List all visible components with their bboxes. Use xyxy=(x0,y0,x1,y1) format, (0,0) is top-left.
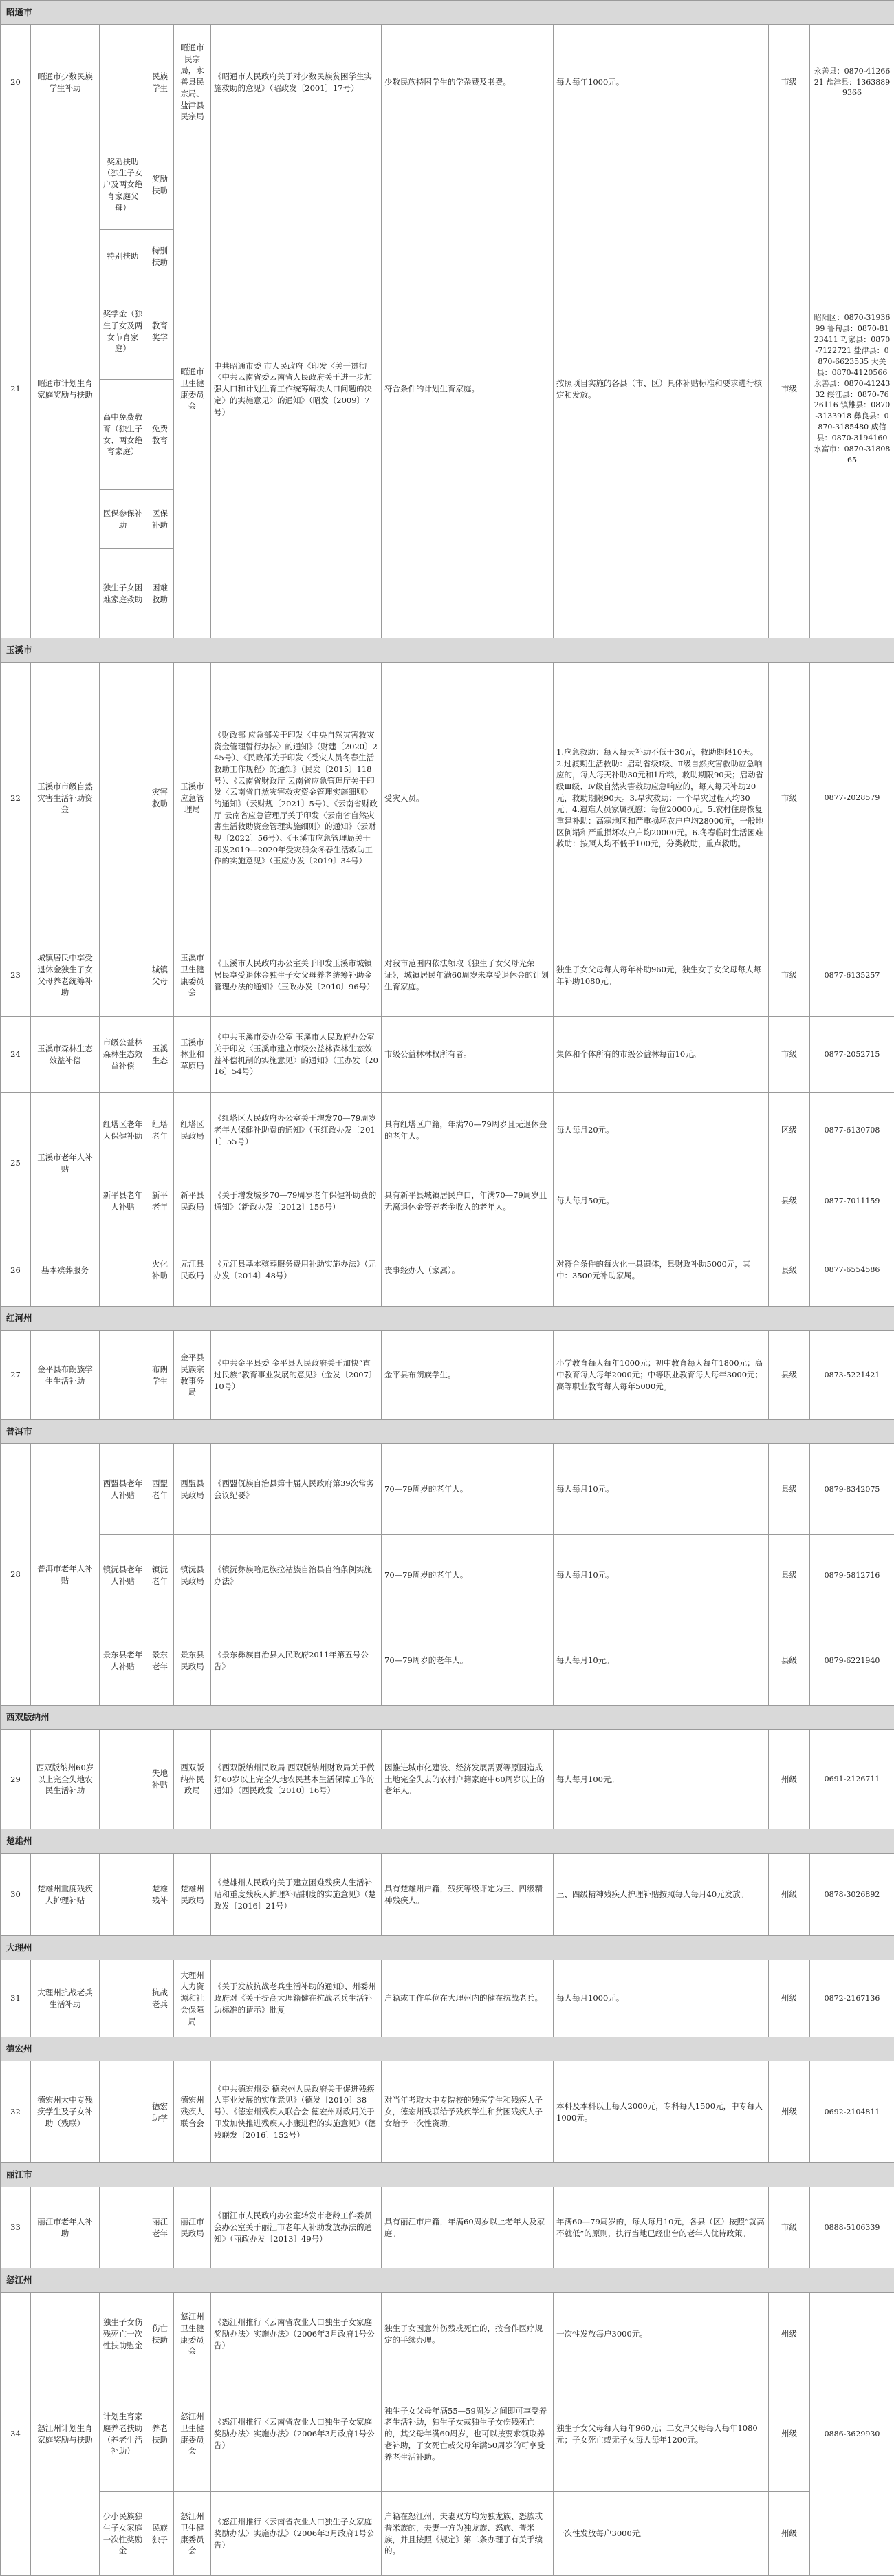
program-name: 楚雄州重度残疾人护理补贴 xyxy=(31,1854,100,1936)
region-name: 昭通市 xyxy=(1,1,894,25)
admin-level: 州级 xyxy=(769,2061,810,2163)
policy-basis: 《楚雄州人民政府关于建立困难残疾人生活补贴和重度残疾人护理补贴制度的实施意见》（楚政发〔2016〕21号） xyxy=(211,1854,382,1936)
department: 西盟县民政局 xyxy=(174,1444,211,1535)
admin-level: 县级 xyxy=(769,1234,810,1307)
table-row xyxy=(1,1017,894,1093)
admin-level: 州级 xyxy=(769,2492,810,2576)
sub-item xyxy=(100,1730,146,1829)
table-row xyxy=(1,1168,894,1234)
admin-level: 州级 xyxy=(769,2376,810,2492)
region-header-row xyxy=(1,1307,894,1331)
department: 玉溪市林业和草原局 xyxy=(174,1017,211,1093)
table-row xyxy=(1,2293,894,2376)
admin-level: 县级 xyxy=(769,1168,810,1234)
department: 西双版纳州民政局 xyxy=(174,1730,211,1829)
sub-item: 红塔区老年人保健补助 xyxy=(100,1093,146,1168)
category: 玉溪生态 xyxy=(146,1017,174,1093)
admin-level: 市级 xyxy=(769,663,810,934)
table-row xyxy=(1,1960,894,2037)
category: 德宏助学 xyxy=(146,2061,174,2163)
program-name: 昭通市少数民族学生补助 xyxy=(31,25,100,140)
category: 灾害救助 xyxy=(146,663,174,934)
program-number: 24 xyxy=(1,1017,31,1093)
region-header-row xyxy=(1,2163,894,2187)
contact-phone: 0888-5106339 xyxy=(810,2187,894,2268)
contact-phone: 永善县：0870-4126621 盐津县：13638899366 xyxy=(810,25,894,140)
program-name: 德宏州大中专残疾学生及子女补助（残联） xyxy=(31,2061,100,2163)
table-row xyxy=(1,140,894,230)
region-header-row xyxy=(1,1829,894,1854)
policy-basis: 《玉溪市人民政府办公室关于印发玉溪市城镇居民享受退休金独生子女父母养老统筹补助金管理办法的通知》（玉政办发〔2010〕96号） xyxy=(211,934,382,1017)
policy-basis: 《中共金平县委 金平县人民政府关于加快“直过民族”教育事业发展的意见》（金发〔2007〕10号） xyxy=(211,1331,382,1420)
sub-item: 少小民族独生子女家庭一次性奖励金 xyxy=(100,2492,146,2576)
beneficiary: 具有新平县城镇居民户口，年满70—79周岁且无离退休金等养老金收入的老年人。 xyxy=(382,1168,554,1234)
contact-phone: 0878-3026892 xyxy=(810,1854,894,1936)
admin-level: 县级 xyxy=(769,1331,810,1420)
subsidy-standard: 每人每月10元。 xyxy=(554,1535,769,1616)
policy-basis: 《元江县基本殡葬服务费用补助实施办法》（元办发〔2014〕48号） xyxy=(211,1234,382,1307)
sub-item: 医保参保补助 xyxy=(100,490,146,549)
table-row xyxy=(1,2492,894,2576)
program-number: 28 xyxy=(1,1444,31,1706)
admin-level: 市级 xyxy=(769,1017,810,1093)
beneficiary: 具有丽江市户籍，年满60周岁以上老年人及家庭。 xyxy=(382,2187,554,2268)
program-name: 金平县布朗族学生生活补助 xyxy=(31,1331,100,1420)
region-name: 德宏州 xyxy=(1,2037,894,2061)
table-row xyxy=(1,1730,894,1829)
program-number: 30 xyxy=(1,1854,31,1936)
sub-item xyxy=(100,25,146,140)
table-row xyxy=(1,2061,894,2163)
sub-item: 高中免费教育（独生子女、两女绝育家庭） xyxy=(100,380,146,490)
program-name: 城镇居民中享受退休金独生子女父母养老统筹补助 xyxy=(31,934,100,1017)
department: 新平县民政局 xyxy=(174,1168,211,1234)
beneficiary: 对当年考取大中专院校的残疾学生和残疾人子女，德宏州残联给予残疾学生和贫困残疾人子女给予一次性资助。 xyxy=(382,2061,554,2163)
beneficiary: 70—79周岁的老年人。 xyxy=(382,1444,554,1535)
region-header-row xyxy=(1,1420,894,1444)
beneficiary: 受灾人员。 xyxy=(382,663,554,934)
category: 火化补助 xyxy=(146,1234,174,1307)
region-name: 楚雄州 xyxy=(1,1829,894,1854)
subsidy-standard: 每人每月1000元。 xyxy=(554,1960,769,2037)
beneficiary: 独生子女因意外伤残或死亡的，按合作医疗规定的手续办理。 xyxy=(382,2293,554,2376)
beneficiary: 符合条件的计划生育家庭。 xyxy=(382,140,554,638)
department: 楚雄州民政局 xyxy=(174,1854,211,1936)
region-name: 丽江市 xyxy=(1,2163,894,2187)
table-row xyxy=(1,25,894,140)
admin-level: 市级 xyxy=(769,25,810,140)
program-name: 昭通市计划生育家庭奖励与扶助 xyxy=(31,140,100,638)
policy-basis: 《怒江州推行〈云南省农业人口独生子女家庭奖励办法〉实施办法》（2006年3月政府1号公告） xyxy=(211,2376,382,2492)
program-name: 基本殡葬服务 xyxy=(31,1234,100,1307)
policy-basis: 《西双版纳州民政局 西双版纳州财政局关于做好60岁以上完全失地农民基本生活保障工作的通知》（西民政发〔2010〕16号） xyxy=(211,1730,382,1829)
sub-item xyxy=(100,1331,146,1420)
department: 昭通市民宗局，永善县民宗局、盐津县民宗局 xyxy=(174,25,211,140)
sub-item: 独生子女伤残死亡一次性扶助慰金 xyxy=(100,2293,146,2376)
region-name: 玉溪市 xyxy=(1,638,894,663)
subsidy-standard: 一次性发放每户3000元。 xyxy=(554,2293,769,2376)
subsidy-standard: 每人每月10元。 xyxy=(554,1444,769,1535)
program-name: 大理州抗战老兵生活补助 xyxy=(31,1960,100,2037)
category: 新平老年 xyxy=(146,1168,174,1234)
contact-phone: 0877-6554586 xyxy=(810,1234,894,1307)
policy-basis: 《中共玉溪市委办公室 玉溪市人民政府办公室关于印发〈玉溪市建立市级公益林森林生态效益补偿机制的实施意见〉的通知》（玉办发〔2016〕54号） xyxy=(211,1017,382,1093)
subsidy-standard: 独生子女父母每人每年960元；二女户父母每人每年1080元；子女死亡或无子女每人每年1200元。 xyxy=(554,2376,769,2492)
beneficiary: 户籍在怒江州，夫妻双方均为独龙族、怒族或普米族的，夫妻一方为独龙族、怒族、普米族，并且按照《规定》第二条办理了有关手续的。 xyxy=(382,2492,554,2576)
subsidy-standard: 集体和个体所有的市级公益林每亩10元。 xyxy=(554,1017,769,1093)
sub-item: 奖励扶助（独生子女户及两女绝育家庭父母） xyxy=(100,140,146,230)
contact-phone: 0877-6135257 xyxy=(810,934,894,1017)
department: 金平县民族宗教事务局 xyxy=(174,1331,211,1420)
region-name: 红河州 xyxy=(1,1307,894,1331)
sub-item: 奖学金（独生子女及两女节育家庭） xyxy=(100,283,146,380)
sub-item xyxy=(100,1854,146,1936)
beneficiary: 具有红塔区户籍，年满70—79周岁且无退休金的老年人。 xyxy=(382,1093,554,1168)
department: 丽江市民政局 xyxy=(174,2187,211,2268)
subsidy-standard: 每人每月20元。 xyxy=(554,1093,769,1168)
contact-phone: 0873-5221421 xyxy=(810,1331,894,1420)
program-number: 26 xyxy=(1,1234,31,1307)
category: 景东老年 xyxy=(146,1616,174,1706)
policy-basis: 《红塔区人民政府办公室关于增发70—79周岁老年人保健补助费的通知》（玉红政办发〔2011〕55号） xyxy=(211,1093,382,1168)
beneficiary: 对我市范围内依法领取《独生子女父母光荣证》，城镇居民年满60周岁未享受退休金的计划生育家庭。 xyxy=(382,934,554,1017)
subsidy-standard: 小学教育每人每年1000元；初中教育每人每年1800元；高中教育每人每年2000元；中等职业教育每人每年3000元；高等职业教育每人每年5000元。 xyxy=(554,1331,769,1420)
region-header-row xyxy=(1,638,894,663)
contact-phone: 0692-2104811 xyxy=(810,2061,894,2163)
program-name: 普洱市老年人补贴 xyxy=(31,1444,100,1706)
department: 大理州人力资源和社会保障局 xyxy=(174,1960,211,2037)
category: 布朗学生 xyxy=(146,1331,174,1420)
policy-basis: 中共昭通市委 市人民政府《印发〈关于贯彻〈中共云南省委云南省人民政府关于进一步加强人口和计划生育工作统筹解决人口问题的决定〉的实施意见〉的通知》（昭发〔2009〕7号） xyxy=(211,140,382,638)
category: 医保补助 xyxy=(146,490,174,549)
beneficiary: 金平县布朗族学生。 xyxy=(382,1331,554,1420)
sub-item: 市级公益林森林生态效益补偿 xyxy=(100,1017,146,1093)
department: 景东县民政局 xyxy=(174,1616,211,1706)
program-number: 21 xyxy=(1,140,31,638)
program-number: 32 xyxy=(1,2061,31,2163)
department: 怒江州卫生健康委员会 xyxy=(174,2293,211,2376)
program-name: 玉溪市市级自然灾害生活补助资金 xyxy=(31,663,100,934)
program-name: 西双版纳州60岁以上完全失地农民生活补助 xyxy=(31,1730,100,1829)
region-name: 普洱市 xyxy=(1,1420,894,1444)
admin-level: 市级 xyxy=(769,934,810,1017)
sub-item xyxy=(100,2061,146,2163)
subsidy-standard: 每人每月100元。 xyxy=(554,1730,769,1829)
policy-basis: 《西盟佤族自治县第十届人民政府第39次常务会议纪要》 xyxy=(211,1444,382,1535)
category: 伤亡扶助 xyxy=(146,2293,174,2376)
subsidy-standard: 年满60—79周岁的，每人每月10元，各县（区）按照“就高不就低”的原则，执行当地已经出台的老年人优待政策。 xyxy=(554,2187,769,2268)
category: 困难救助 xyxy=(146,549,174,638)
category: 红塔老年 xyxy=(146,1093,174,1168)
contact-phone: 0877-6130708 xyxy=(810,1093,894,1168)
contact-phone: 昭阳区：0870-3193699 鲁甸县：0870-8123411 巧家县：0870-7122721 盐津县：0870-6623535 大关县：0870-4120566 永善县：0870-4124332 绥江县：0870-7626116 镇雄县：0870-3133918 彝良县：0870-3185480 威信县：0870-3194160 水富市：0870-3180865 xyxy=(810,140,894,638)
program-number: 29 xyxy=(1,1730,31,1829)
contact-phone: 0877-2028579 xyxy=(810,663,894,934)
category: 抗战老兵 xyxy=(146,1960,174,2037)
program-number: 25 xyxy=(1,1093,31,1234)
contact-phone: 0877-2052715 xyxy=(810,1017,894,1093)
subsidy-standard: 对符合条件的每火化一具遗体，县财政补助5000元，其中：3500元补助家属。 xyxy=(554,1234,769,1307)
region-header-row xyxy=(1,1,894,25)
beneficiary: 少数民族特困学生的学杂费及书费。 xyxy=(382,25,554,140)
program-number: 20 xyxy=(1,25,31,140)
table-row xyxy=(1,1331,894,1420)
sub-item: 计划生育家庭养老扶助（养老生活补助） xyxy=(100,2376,146,2492)
subsidy-standard: 每人每年1000元。 xyxy=(554,25,769,140)
policy-basis: 《关于发放抗战老兵生活补助的通知》、州委州政府对《关于提高大理籍健在抗战老兵生活补助标准的请示》批复 xyxy=(211,1960,382,2037)
region-header-row xyxy=(1,1706,894,1730)
admin-level: 县级 xyxy=(769,1444,810,1535)
policy-basis: 《昭通市人民政府关于对少数民族贫困学生实施救助的意见》（昭政发〔2001〕17号） xyxy=(211,25,382,140)
table-row xyxy=(1,1854,894,1936)
policy-basis: 《怒江州推行〈云南省农业人口独生子女家庭奖励办法〉实施办法》（2006年3月政府1号公告） xyxy=(211,2293,382,2376)
program-name: 玉溪市老年人补贴 xyxy=(31,1093,100,1234)
category: 楚雄残补 xyxy=(146,1854,174,1936)
contact-phone: 0872-2167136 xyxy=(810,1960,894,2037)
table-body xyxy=(1,1,894,2576)
policy-basis: 《丽江市人民政府办公室转发市老龄工作委员会办公室关于丽江市老年人补助发放办法的通知》（丽政办发〔2013〕49号） xyxy=(211,2187,382,2268)
policy-basis: 《财政部 应急部关于印发〈中央自然灾害救灾资金管理暂行办法〉的通知》（财建〔2020〕245号）、《民政部关于印发〈受灾人员冬春生活救助工作规程〉的通知》（民发〔2015〕118号）、《云南省财政厅 云南省应急管理厅关于印发〈云南省自然灾害救灾资金管理实施细则〉的通知》（云财规〔2021〕5号）、《云南省财政厅 云南省应急管理厅关于印发〈云南省自然灾害生活救助资金管理实施细则〉的通知》（云财规〔2022〕56号）、《玉溪市应急管理局关于印发2019—2020年受灾群众冬春生活救助工作的实施意见》（玉应办发〔2019〕34号） xyxy=(211,663,382,934)
table-row xyxy=(1,1093,894,1168)
policy-basis: 《镇沅彝族哈尼族拉祜族自治县自治条例实施办法》 xyxy=(211,1535,382,1616)
admin-level: 县级 xyxy=(769,1535,810,1616)
sub-item xyxy=(100,934,146,1017)
category: 养老扶助 xyxy=(146,2376,174,2492)
sub-item: 景东县老年人补贴 xyxy=(100,1616,146,1706)
table-row xyxy=(1,1535,894,1616)
sub-item: 特别扶助 xyxy=(100,230,146,283)
program-number: 27 xyxy=(1,1331,31,1420)
category: 免费教育 xyxy=(146,380,174,490)
category: 民族独子 xyxy=(146,2492,174,2576)
policy-basis: 《景东彝族自治县人民政府2011年第五号公告》 xyxy=(211,1616,382,1706)
category: 民族学生 xyxy=(146,25,174,140)
sub-item xyxy=(100,663,146,934)
admin-level: 州级 xyxy=(769,1960,810,2037)
category: 特别扶助 xyxy=(146,230,174,283)
subsidy-standard: 本科及本科以上每人2000元，专科每人1500元，中专每人1000元。 xyxy=(554,2061,769,2163)
sub-item: 独生子女困难家庭救助 xyxy=(100,549,146,638)
region-name: 大理州 xyxy=(1,1936,894,1960)
sub-item xyxy=(100,1960,146,2037)
sub-item xyxy=(100,1234,146,1307)
table-row xyxy=(1,1616,894,1706)
category: 镇沅老年 xyxy=(146,1535,174,1616)
admin-level: 州级 xyxy=(769,1854,810,1936)
admin-level: 州级 xyxy=(769,2293,810,2376)
beneficiary: 户籍或工作单位在大理州内的健在抗战老兵。 xyxy=(382,1960,554,2037)
category: 丽江老年 xyxy=(146,2187,174,2268)
table-row xyxy=(1,1234,894,1307)
subsidy-standard: 三、四级精神残疾人护理补贴按照每人每月40元发放。 xyxy=(554,1854,769,1936)
program-number: 34 xyxy=(1,2293,31,2576)
contact-phone: 0886-3629930 xyxy=(810,2293,894,2576)
department: 元江县民政局 xyxy=(174,1234,211,1307)
department: 镇沅县民政局 xyxy=(174,1535,211,1616)
category: 教育奖学 xyxy=(146,283,174,380)
department: 怒江州卫生健康委员会 xyxy=(174,2492,211,2576)
beneficiary: 丧事经办人（家属）。 xyxy=(382,1234,554,1307)
beneficiary: 70—79周岁的老年人。 xyxy=(382,1535,554,1616)
subsidy-standard: 按照项目实施的各县（市、区）具体补贴标准和要求进行核定和发放。 xyxy=(554,140,769,638)
admin-level: 区级 xyxy=(769,1093,810,1168)
beneficiary: 独生子女父母年满55—59周岁之间即可享受养老生活补助，独生子女或独生子女伤残死亡的，其父母年满60周岁，也可以按要求领取养老补助，子女死亡或父母年满50周岁的可享受养老生活补助。 xyxy=(382,2376,554,2492)
department: 红塔区民政局 xyxy=(174,1093,211,1168)
contact-phone: 0879-6221940 xyxy=(810,1616,894,1706)
beneficiary: 因推进城市化建设、经济发展需要等原因造成土地完全失去的农村户籍家庭中60周岁以上的老年人。 xyxy=(382,1730,554,1829)
sub-item: 西盟县老年人补贴 xyxy=(100,1444,146,1535)
program-number: 23 xyxy=(1,934,31,1017)
sub-item: 镇沅县老年人补贴 xyxy=(100,1535,146,1616)
table-row xyxy=(1,663,894,934)
region-header-row xyxy=(1,2037,894,2061)
admin-level: 州级 xyxy=(769,1730,810,1829)
region-header-row xyxy=(1,1936,894,1960)
category: 西盟老年 xyxy=(146,1444,174,1535)
policy-basis: 《中共德宏州委 德宏州人民政府关于促进残疾人事业发展的实施意见》（德发〔2010〕38号）、《德宏州残疾人联合会 德宏州财政局关于印发加快推进残疾人小康进程的实施意见》（德残联发〔2016〕152号） xyxy=(211,2061,382,2163)
subsidy-standard: 一次性发放每户3000元。 xyxy=(554,2492,769,2576)
table-row xyxy=(1,2376,894,2492)
admin-level: 市级 xyxy=(769,2187,810,2268)
sub-item: 新平县老年人补贴 xyxy=(100,1168,146,1234)
department: 德宏州残疾人联合会 xyxy=(174,2061,211,2163)
beneficiary: 市级公益林林权所有者。 xyxy=(382,1017,554,1093)
region-name: 西双版纳州 xyxy=(1,1706,894,1730)
program-number: 33 xyxy=(1,2187,31,2268)
subsidy-standard: 1.应急救助：每人每天补助不低于30元，救助期限10天。2.过渡期生活救助：启动省级Ⅰ级、Ⅱ级自然灾害救助应急响应的，每人每天补助30元和1斤粮，救助期限90天；启动省级Ⅲ级、Ⅳ级自然灾害救助应急响应的，每人每天补助20元，救助期限90天。3.旱灾救助：一个旱灾过程人均30元。4.遇难人员家属抚慰：每位20000元。5.农村住房恢复重建补助：高寒地区和严重损坏农户户均28000元，一般地区倒塌和严重损坏农户户均20000元。6.冬春临时生活困难救助：按照人均不低于100元，分类救助，重点救助。 xyxy=(554,663,769,934)
admin-level: 县级 xyxy=(769,1616,810,1706)
contact-phone: 0691-2126711 xyxy=(810,1730,894,1829)
region-name: 怒江州 xyxy=(1,2268,894,2293)
region-header-row xyxy=(1,2268,894,2293)
table-row xyxy=(1,2187,894,2268)
category: 奖励扶助 xyxy=(146,140,174,230)
beneficiary: 70—79周岁的老年人。 xyxy=(382,1616,554,1706)
beneficiary: 具有楚雄州户籍，残疾等级评定为三、四级精神残疾人。 xyxy=(382,1854,554,1936)
subsidy-standard: 独生子女父母每人每年补助960元，独生女子女父母每人每年补助1080元。 xyxy=(554,934,769,1017)
program-name: 丽江市老年人补助 xyxy=(31,2187,100,2268)
contact-phone: 0879-5812716 xyxy=(810,1535,894,1616)
program-name: 玉溪市森林生态效益补偿 xyxy=(31,1017,100,1093)
department: 玉溪市卫生健康委员会 xyxy=(174,934,211,1017)
subsidy-standard: 每人每月10元。 xyxy=(554,1616,769,1706)
admin-level: 市级 xyxy=(769,140,810,638)
table-row xyxy=(1,934,894,1017)
sub-item xyxy=(100,2187,146,2268)
contact-phone: 0877-7011159 xyxy=(810,1168,894,1234)
department: 玉溪市应急管理局 xyxy=(174,663,211,934)
category: 失地补贴 xyxy=(146,1730,174,1829)
program-name: 怒江州计划生育家庭奖励与扶助 xyxy=(31,2293,100,2576)
policy-basis: 《怒江州推行〈云南省农业人口独生子女家庭奖励办法〉实施办法》（2006年3月政府1号公告） xyxy=(211,2492,382,2576)
subsidy-standard: 每人每月50元。 xyxy=(554,1168,769,1234)
department: 怒江州卫生健康委员会 xyxy=(174,2376,211,2492)
contact-phone: 0879-8342075 xyxy=(810,1444,894,1535)
program-number: 31 xyxy=(1,1960,31,2037)
category: 城镇父母 xyxy=(146,934,174,1017)
table-row xyxy=(1,1444,894,1535)
program-number: 22 xyxy=(1,663,31,934)
policy-basis: 《关于增发城乡70—79周岁老年保健补助费的通知》（新政办发〔2012〕156号） xyxy=(211,1168,382,1234)
department: 昭通市卫生健康委员会 xyxy=(174,140,211,638)
